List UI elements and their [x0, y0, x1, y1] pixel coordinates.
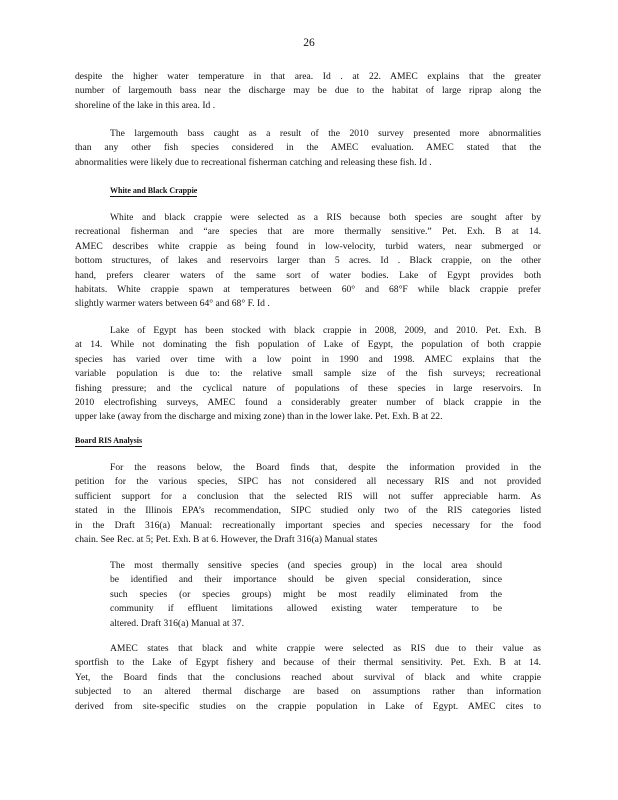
- section-heading-crappie: White and Black Crappie: [110, 186, 198, 195]
- text-line: For the reasons below, the Board finds that, despite the information provided in the: [110, 462, 541, 473]
- paragraph-amec-crappie-rationale: [75, 642, 541, 714]
- text-line: variable population is due to: the relative small sample size of the fish surveys; recreational: [75, 368, 541, 380]
- page-number: 26: [303, 37, 315, 49]
- paragraph-largemouth-abnormalities: [75, 127, 541, 170]
- text-line: The largemouth bass caught as a result of the 2010 survey presented more abnormalities: [110, 128, 541, 139]
- paragraph-crappie-population: [75, 324, 541, 425]
- text-line: hand, prefers clearer waters of the same sort of water bodies. Lake of Egypt provides both: [75, 269, 541, 281]
- text-line: number of largemouth bass near the discharge may be due to the habitat of large riprap along the: [75, 85, 541, 97]
- paragraph-board-findings: [75, 461, 541, 547]
- text-line: chain. See Rec. at 5; Pet. Exh. B at 6. However, the Draft 316(a) Manual states: [75, 533, 378, 545]
- text-line: sufficient support for a conclusion that the selected RIS will not suffer appreciable harm. As: [75, 490, 541, 502]
- block-quote-draft-manual: [110, 559, 502, 631]
- paragraph-largemouth-habitat: [75, 70, 541, 113]
- text-line: Yet, the Board finds that the conclusions reached about survival of black and white crappie: [75, 671, 541, 683]
- text-line: stated in the Illinois EPA’s recommendation, SIPC studied only two of the RIS categories listed: [75, 505, 541, 517]
- text-line: AMEC describes white crappie as being found in low-velocity, turbid waters, near submerged or: [75, 240, 541, 252]
- text-line: petition for the various species, SIPC has not considered all necessary RIS and not provided: [75, 476, 541, 488]
- text-line: 2010 electrofishing surveys, AMEC found a considerably greater number of black crappie in the: [75, 396, 541, 408]
- text-line: altered. Draft 316(a) Manual at 37.: [110, 617, 244, 629]
- text-line: be identified and their importance should be given special consideration, since: [110, 574, 502, 586]
- text-line: in the Draft 316(a) Manual: recreationally important species and species necessary for the food: [75, 519, 541, 531]
- text-line: derived from site-specific studies on the crappie population in Lake of Egypt. AMEC cites to: [75, 700, 541, 712]
- text-line: The most thermally sensitive species (and species group) in the local area should: [110, 560, 502, 571]
- text-line: White and black crappie were selected as a RIS because both species are sought after by: [110, 212, 541, 223]
- text-line: at 14. While not dominating the fish population of Lake of Egypt, the population of both crappie: [75, 339, 541, 351]
- text-line: fishing pressure; and the cyclical nature of populations of these species in large reservoirs. In: [75, 382, 541, 394]
- paragraph-crappie-description: [75, 211, 541, 312]
- section-heading-board-ris: Board RIS Analysis: [75, 436, 143, 445]
- text-line: than any other fish species considered in the AMEC evaluation. AMEC stated that the: [75, 142, 541, 154]
- text-line: sportfish to the Lake of Egypt fishery and because of their thermal sensitivity. Pet. Exh. B at 14.: [75, 657, 541, 669]
- text-line: species has varied over time with a low point in 1990 and 1998. AMEC explains that the: [75, 353, 541, 365]
- text-line: Lake of Egypt has been stocked with black crappie in 2008, 2009, and 2010. Pet. Exh. B: [110, 325, 541, 336]
- text-line: abnormalities were likely due to recreational fisherman catching and releasing these fish. Id .: [75, 156, 432, 168]
- text-line: subjected to an altered thermal discharge are based on assumptions rather than information: [75, 686, 541, 698]
- text-line: AMEC states that black and white crappie were selected as RIS due to their value as: [110, 643, 541, 654]
- text-line: shoreline of the lake in this area. Id .: [75, 99, 216, 111]
- text-line: habitats. White crappie spawn at temperatures between 60° and 68°F while black crappie prefer: [75, 283, 541, 295]
- text-line: slightly warmer waters between 64° and 68° F. Id .: [75, 298, 270, 310]
- text-line: such species (or species groups) might be most readily eliminated from the: [110, 588, 502, 600]
- text-line: recreational fisherman and “are species that are more thermally sensitive.” Pet. Exh. B at 14.: [75, 226, 541, 238]
- text-line: community if effluent limitations allowed existing water temperature to be: [110, 603, 502, 615]
- text-line: upper lake (away from the discharge and mixing zone) than in the lower lake. Pet. Exh. B at 22.: [75, 411, 443, 423]
- text-line: despite the higher water temperature in that area. Id . at 22. AMEC explains that the greater: [75, 71, 541, 82]
- text-line: bottom structures, of lakes and reservoirs larger than 5 acres. Id . Black crappie, on the other: [75, 255, 541, 267]
